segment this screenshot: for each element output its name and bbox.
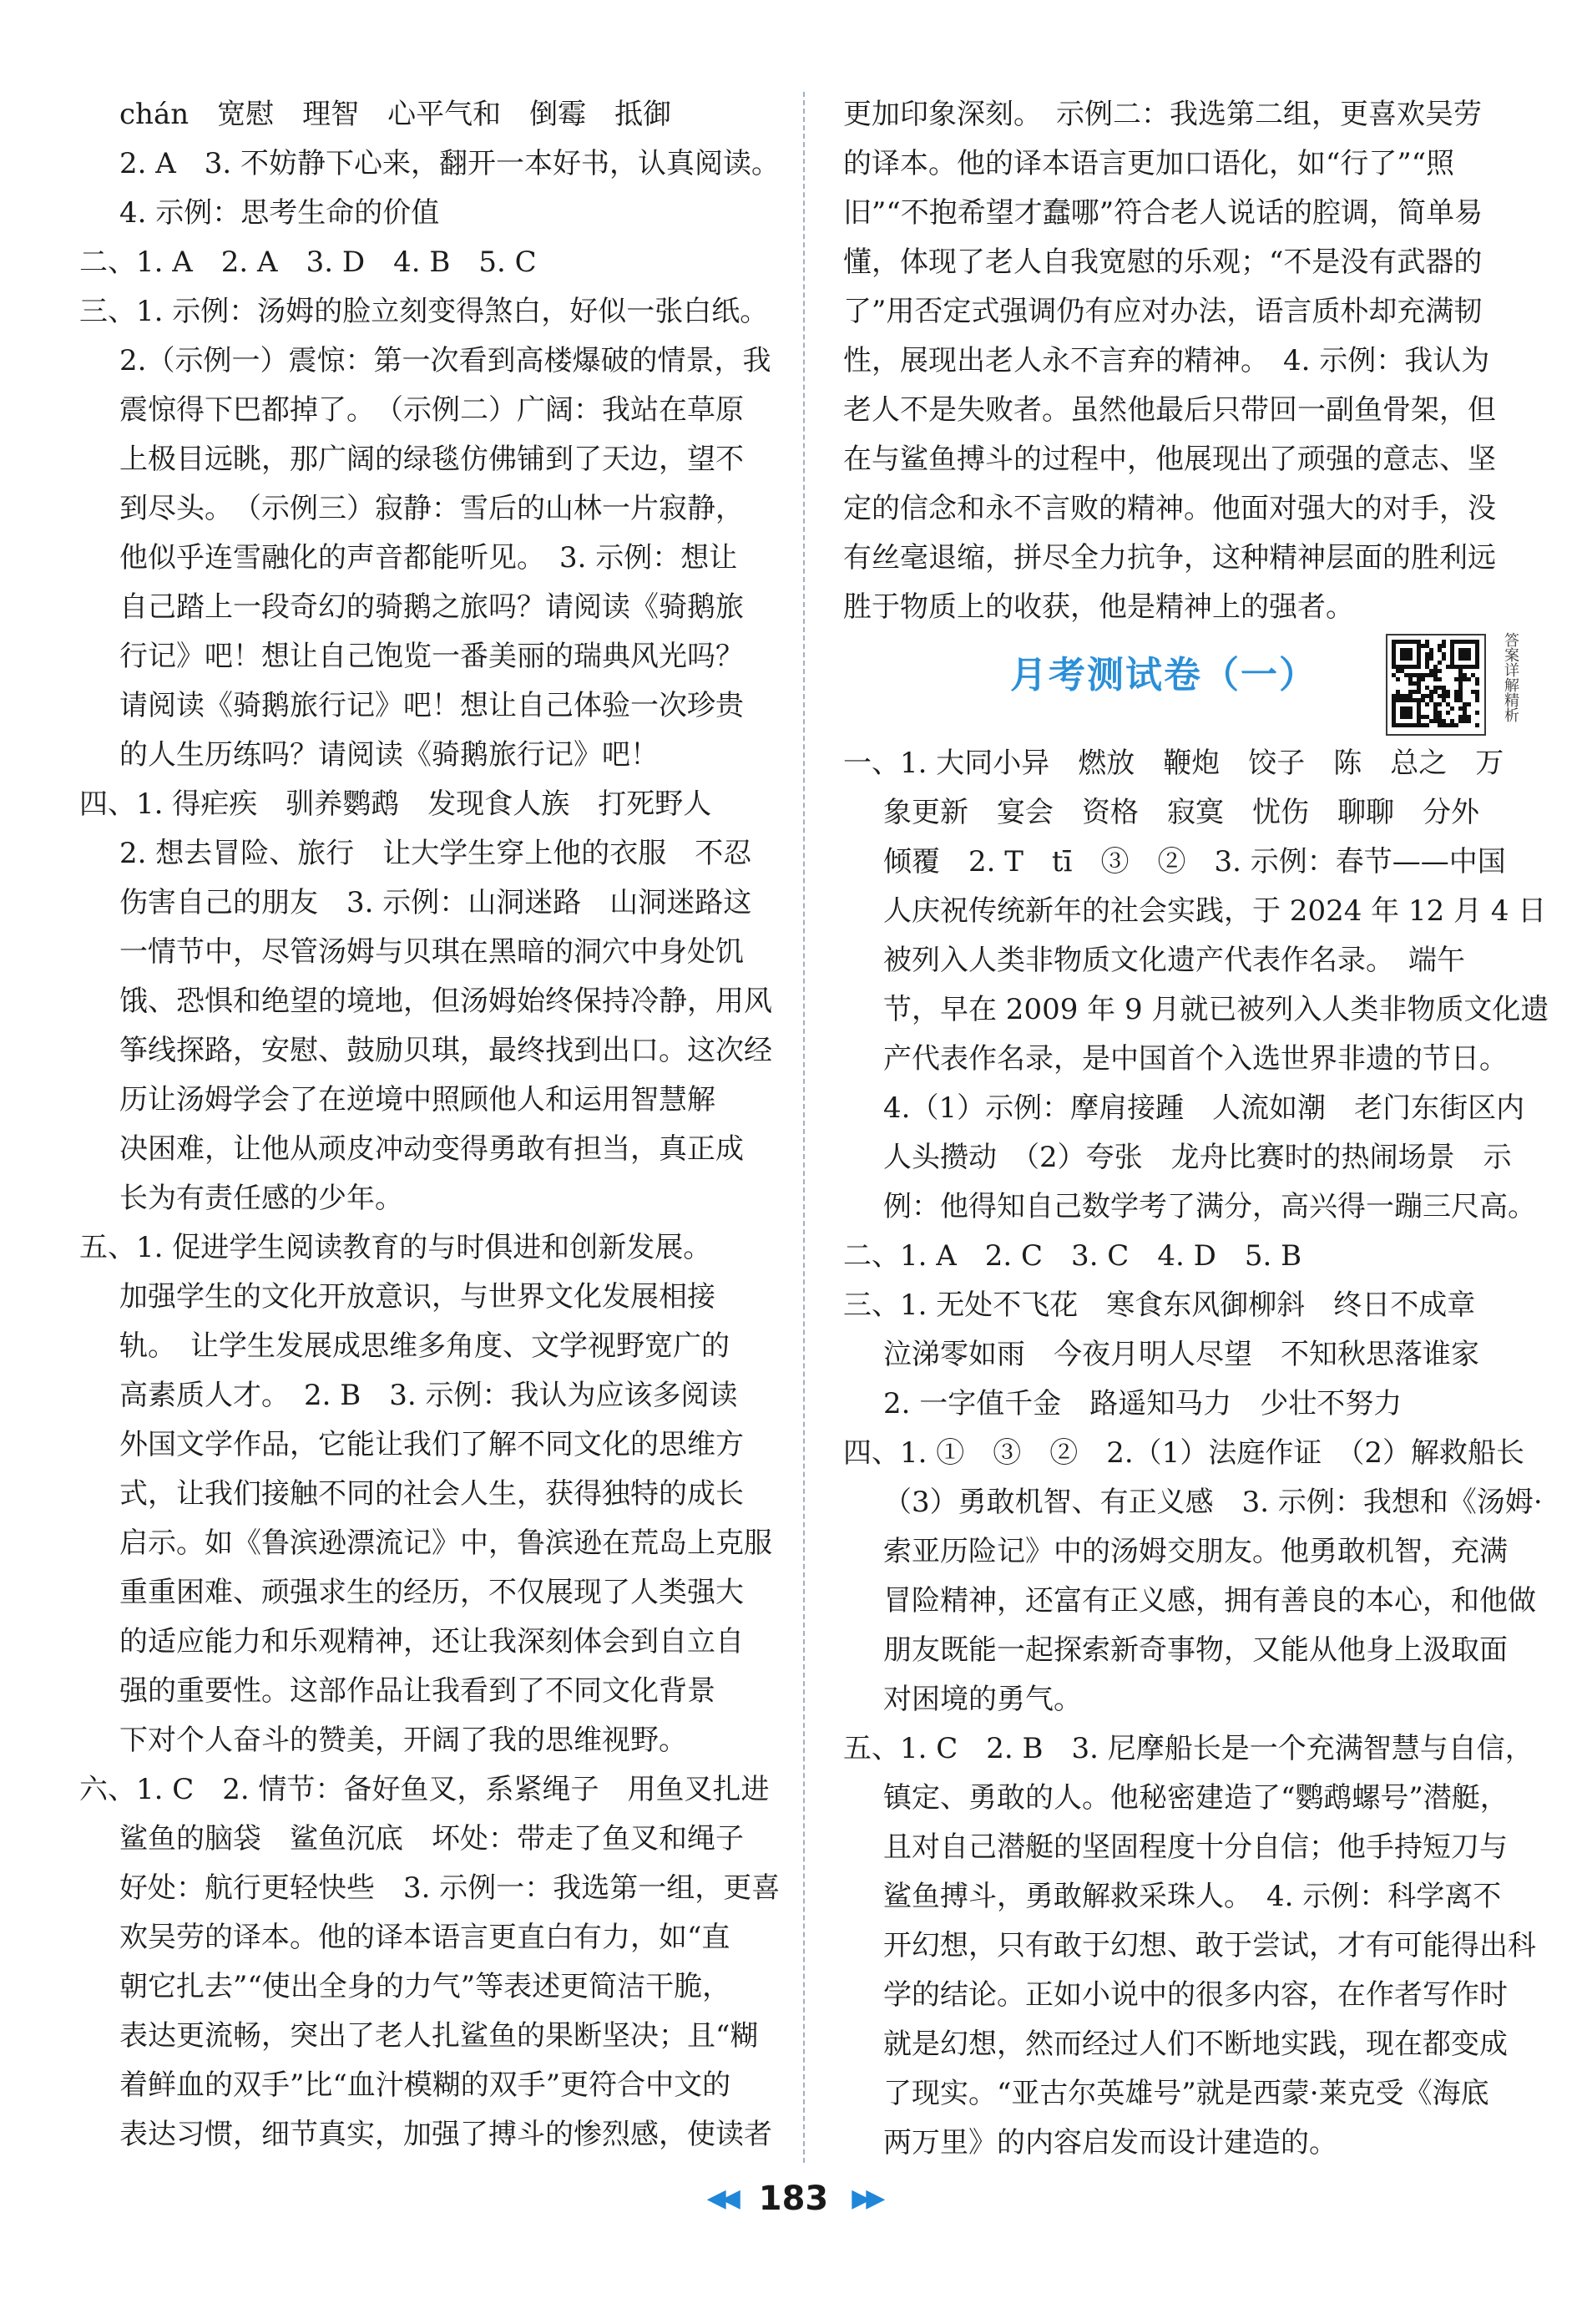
text-line: 历让汤姆学会了在逆境中照顾他人和运用智慧解 (119, 1083, 715, 1116)
qr-module (1438, 677, 1442, 681)
text-line: 着鲜血的双手”比“血汁模糊的双手”更符合中文的 (119, 2068, 731, 2102)
text-line: 4. 示例：思考生命的价值 (119, 196, 440, 230)
text-line: 开幻想，只有敢于幻想、敢于尝试，才有可能得出科 (883, 1929, 1536, 1962)
text-line: chán 宽慰 理智 心平气和 倒霉 抵御 (119, 98, 672, 131)
text-line: 朝它扎去”“使出全身的力气”等表述更简洁干脆， (119, 1970, 731, 2003)
qr-module (1417, 665, 1421, 669)
left-column (79, 90, 781, 2159)
text-line: 二、1. A 2. C 3. C 4. D 5. B (843, 1239, 1302, 1273)
qr-module (1450, 706, 1454, 711)
text-line: 象更新 宴会 资格 寂寞 忧伤 聊聊 分外 (883, 796, 1479, 829)
qr-module (1446, 711, 1450, 715)
text-line: 泣涕零如雨 今夜月明人尽望 不知秋思落谁家 (883, 1338, 1479, 1371)
qr-module (1475, 681, 1479, 686)
qr-module (1408, 656, 1413, 661)
text-line: 高素质人才。 2. B 3. 示例：我认为应该多阅读 (119, 1379, 738, 1412)
text-line: 懂，体现了老人自我宽慰的乐观；“不是没有武器的 (843, 246, 1483, 279)
text-line: 人庆祝传统新年的社会实践，于 2024 年 12 月 4 日 (883, 894, 1547, 928)
qr-module (1429, 656, 1433, 661)
text-line: 五、1. 促进学生阅读教育的与时俱进和创新发展。 (79, 1231, 712, 1264)
page-number: 183 (758, 2180, 829, 2218)
text-line: 下对个人奋斗的赞美，开阔了我的思维视野。 (119, 1724, 687, 1757)
qr-module (1467, 702, 1471, 706)
right-column-top-text (843, 90, 1528, 632)
text-line: 倾覆 2. T tī ③ ② 3. 示例：春节——中国 (883, 845, 1506, 878)
text-line: 五、1. C 2. B 3. 尼摩船长是一个充满智慧与自信， (843, 1732, 1534, 1765)
text-line: 2.（示例一）震惊：第一次看到高楼爆破的情景，我 (119, 344, 771, 377)
text-line: 表达习惯，细节真实，加强了搏斗的惨烈感，使读者 (119, 2118, 772, 2151)
section-title: 月考测试卷（一） (1010, 654, 1317, 696)
text-line: 式，让我们接触不同的社会人生，获得独特的成长 (119, 1477, 744, 1511)
right-column (843, 90, 1549, 2168)
text-line: 有丝毫退缩，拼尽全力抗争，这种精神层面的胜利远 (843, 541, 1496, 575)
qr-module (1446, 694, 1450, 698)
qr-module (1396, 677, 1400, 681)
text-line: 上极目远眺，那广阔的绿毯仿佛铺到了天边，望不 (119, 443, 744, 476)
text-line: 表达更流畅，突出了老人扎鲨鱼的果断坚决；且“糊 (119, 2019, 759, 2053)
text-line: 镇定、勇敢的人。他秘密建造了“鹦鹉螺号”潜艇， (883, 1781, 1509, 1815)
text-line: 老人不是失败者。虽然他最后只带回一副鱼骨架，但 (843, 393, 1496, 427)
text-line: 被列入人类非物质文化遗产代表作名录。 端午 (883, 944, 1465, 977)
text-line: 三、1. 示例：汤姆的脸立刻变得煞白，好似一张白纸。 (79, 295, 769, 328)
text-line: 就是幻想，然而经过人们不断地实践，现在都变成 (883, 2028, 1508, 2061)
text-line: 筝线探路，安慰、鼓励贝琪，最终找到出口。这次经 (119, 1034, 772, 1067)
qr-module (1467, 719, 1471, 723)
text-line: 人头攒动 （2）夸张 龙舟比赛时的热闹场景 示 (883, 1141, 1512, 1174)
text-line: 强的重要性。这部作品让我看到了不同文化背景 (119, 1674, 715, 1708)
qr-module (1438, 702, 1442, 706)
qr-module (1475, 665, 1479, 669)
text-line: 产代表作名录，是中国首个入选世界非遗的节日。 (883, 1042, 1508, 1076)
text-line: 胜于物质上的收获，他是精神上的强者。 (843, 590, 1354, 624)
text-line: 节，早在 2009 年 9 月就已被列入人类非物质文化遗 (883, 993, 1549, 1026)
text-line: 二、1. A 2. A 3. D 4. B 5. C (79, 246, 537, 279)
qr-module (1425, 702, 1429, 706)
text-line: 鲨鱼搏斗，勇敢解救采珠人。 4. 示例：科学离不 (883, 1880, 1502, 1913)
text-line: 外国文学作品，它能让我们了解不同文化的思维方 (119, 1428, 744, 1461)
text-line: 且对自己潜艇的坚固程度十分自信；他手持短刀与 (883, 1830, 1508, 1864)
qr-module (1421, 677, 1425, 681)
text-line: 六、1. C 2. 情节：备好鱼叉，系紧绳子 用鱼叉扎进 (79, 1773, 770, 1806)
text-line: 一情节中，尽管汤姆与贝琪在黑暗的洞穴中身处饥 (119, 935, 744, 969)
column-divider (803, 92, 805, 2163)
text-line: 了”用否定式强调仍有应对办法，语言质朴却充满韧 (843, 295, 1483, 328)
text-line: 对困境的勇气。 (883, 1683, 1082, 1716)
text-line: 一、1. 大同小异 燃放 鞭炮 饺子 陈 总之 万 (843, 747, 1504, 780)
text-line: 启示。如《鲁滨逊漂流记》中，鲁滨逊在荒岛上克服 (119, 1527, 772, 1560)
text-line: 请阅读《骑鹅旅行记》吧！想让自己体验一次珍贵 (119, 689, 744, 722)
text-line: 欢吴劳的译本。他的译本语言更直白有力，如“直 (119, 1921, 730, 1954)
text-line: 例：他得知自己数学考了满分，高兴得一蹦三尺高。 (883, 1190, 1536, 1223)
qr-module (1454, 723, 1458, 727)
qr-module (1475, 698, 1479, 702)
text-line: 四、1. 得疟疾 驯养鹦鹉 发现食人族 打死野人 (79, 787, 712, 821)
text-line: 2. A 3. 不妨静下心来，翻开一本好书，认真阅读。 (119, 147, 781, 180)
text-line: 学的结论。正如小说中的很多内容，在作者写作时 (883, 1978, 1508, 2012)
text-line: 在与鲨鱼搏斗的过程中，他展现出了顽强的意志、坚 (843, 443, 1496, 476)
right-column-bottom-text (843, 739, 1549, 2168)
text-line: 的适应能力和乐观精神，还让我深刻体会到自立自 (119, 1625, 744, 1658)
text-line: 自己踏上一段奇幻的骑鹅之旅吗？请阅读《骑鹅旅 (119, 590, 744, 624)
section-header (843, 632, 1528, 739)
next-arrows-icon: ▶▶ (852, 2184, 881, 2213)
qr-module (1467, 656, 1471, 661)
text-line: 他似乎连雪融化的声音都能听见。 3. 示例：想让 (119, 541, 738, 575)
text-line: 两万里》的内容启发而设计建造的。 (883, 2126, 1337, 2159)
text-line: 到尽头。 （示例三）寂静：雪后的山林一片寂静， (119, 492, 744, 525)
text-line: 的译本。他的译本语言更加口语化，如“行了”“照 (843, 147, 1455, 180)
qr-module (1475, 711, 1479, 715)
text-line: 2. 想去冒险、旅行 让大学生穿上他的衣服 不忍 (119, 837, 752, 870)
text-line: 旧”“不抱希望才蠢哪”符合老人说话的腔调，简单易 (843, 196, 1483, 230)
text-line: 长为有责任感的少年。 (119, 1182, 403, 1215)
text-line: 性，展现出老人永不言弃的精神。 4. 示例：我认为 (843, 344, 1490, 377)
qr-module (1467, 677, 1471, 681)
text-line: 朋友既能一起探索新奇事物，又能从他身上汲取面 (883, 1633, 1508, 1667)
page-footer (0, 2180, 1587, 2218)
qr-module (1442, 656, 1446, 661)
text-line: 四、1. ① ③ ② 2.（1）法庭作证 （2）解救船长 (843, 1436, 1524, 1470)
text-line: 定的信念和永不言败的精神。他面对强大的对手，没 (843, 492, 1496, 525)
text-line: 好处：航行更轻快些 3. 示例一：我选第一组，更喜 (119, 1871, 781, 1905)
text-line: （3）勇敢机智、有正义感 3. 示例：我想和《汤姆· (883, 1486, 1543, 1519)
qr-module (1438, 669, 1442, 673)
text-line: 冒险精神，还富有正义感，拥有善良的本心，和他做 (883, 1584, 1536, 1618)
text-line: 4.（1）示例：摩肩接踵 人流如潮 老门东街区内 (883, 1091, 1525, 1125)
text-line: 更加印象深刻。 示例二：我选第二组，更喜欢吴劳 (843, 98, 1482, 131)
qr-module (1425, 723, 1429, 727)
text-line: 行记》吧！想让自己饱览一番美丽的瑞典风光吗？ (119, 640, 744, 673)
text-line: 加强学生的文化开放意识，与世界文化发展相接 (119, 1280, 715, 1314)
qr-module (1442, 644, 1446, 648)
text-line: 伤害自己的朋友 3. 示例：山洞迷路 山洞迷路这 (119, 886, 752, 919)
qr-module (1438, 661, 1442, 665)
text-line: 索亚历险记》中的汤姆交朋友。他勇敢机智，充满 (883, 1535, 1508, 1568)
text-line: 轨。 让学生发展成思维多角度、文学视野宽广的 (119, 1329, 730, 1363)
qr-module (1408, 715, 1413, 719)
text-line: 饿、恐惧和绝望的境地，但汤姆始终保持冷静，用风 (119, 985, 772, 1018)
text-line: 鲨鱼的脑袋 鲨鱼沉底 坏处：带走了鱼叉和绳子 (119, 1822, 744, 1856)
qr-module (1475, 723, 1479, 727)
text-line: 的人生历练吗？请阅读《骑鹅旅行记》吧！ (119, 738, 659, 772)
text-line: 2. 一字值千金 路遥知马力 少壮不努力 (883, 1387, 1403, 1420)
text-line: 决困难，让他从顽皮冲动变得勇敢有担当，真正成 (119, 1132, 744, 1166)
text-line: 重重困难、顽强求生的经历，不仅展现了人类强大 (119, 1576, 744, 1609)
prev-arrows-icon: ◀◀ (706, 2184, 735, 2213)
qr-code-label: 答案详解精析 (1502, 632, 1519, 722)
text-line: 了现实。“亚古尔英雄号”就是西蒙·莱克受《海底 (883, 2077, 1489, 2110)
text-line: 震惊得下巴都掉了。 （示例二）广阔：我站在草原 (119, 393, 744, 427)
qr-code-icon (1386, 634, 1486, 736)
text-line: 三、1. 无处不飞花 寒食东风御柳斜 终日不成章 (843, 1289, 1476, 1322)
